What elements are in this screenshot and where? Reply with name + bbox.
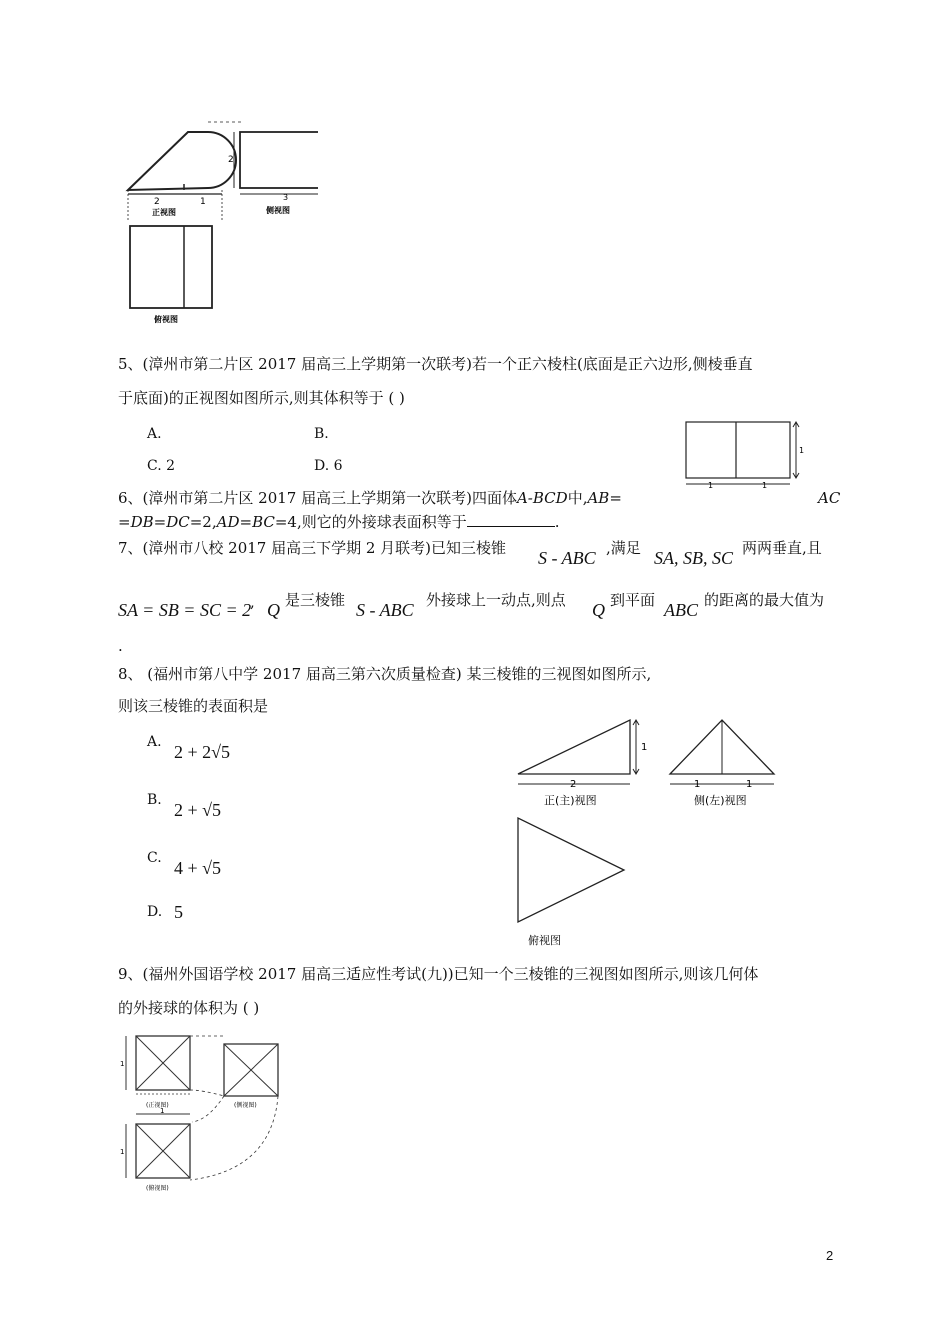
q7-line2-comma: , bbox=[250, 593, 255, 611]
q9-fig-dim-front: 1 bbox=[120, 1060, 125, 1068]
front-view-label: 正视图 bbox=[152, 208, 176, 217]
q5-option-b: B. bbox=[314, 426, 329, 442]
q7-line2-max: 的距离的最大值为 bbox=[704, 591, 825, 609]
q7-math-sabc2: S - ABC bbox=[356, 600, 414, 620]
q5-line1: 5、(漳州市第二片区 2017 届高三上学期第一次联考)若一个正六棱柱(底面是正六边形,侧棱垂直 bbox=[118, 355, 753, 373]
q5-line2: 于底面)的正视图如图所示,则其体积等于 ( ) bbox=[118, 389, 405, 407]
q6-ac: AC bbox=[818, 489, 841, 507]
front-view-shape bbox=[128, 132, 236, 190]
dim-right: 1 bbox=[200, 197, 206, 207]
q9-figure bbox=[112, 1030, 288, 1196]
q8-figure bbox=[510, 712, 820, 950]
side-view-shape bbox=[240, 132, 318, 188]
q8-option-d-label: D. bbox=[147, 904, 163, 920]
q7-line1-text: 7、(漳州市八校 2017 届高三下学期 2 月联考)已知三棱锥 bbox=[118, 539, 507, 557]
q8-option-c-value: 4 + √5 bbox=[174, 858, 222, 878]
q5-option-d: D. 6 bbox=[314, 458, 343, 474]
q5-option-c: C. 2 bbox=[147, 458, 176, 474]
q8-option-b-label: B. bbox=[147, 792, 162, 808]
q7-line2-ball: 外接球上一动点,则点 bbox=[426, 591, 566, 609]
q6-line2: =DB=DC=2,AD=BC=4,则它的外接球表面积等于 . bbox=[118, 513, 560, 531]
q8-front-label: 正(主)视图 bbox=[544, 794, 597, 807]
q7-math-q: Q bbox=[267, 600, 280, 620]
q8-option-a-value: 2 + 2√5 bbox=[174, 742, 231, 762]
q7-line1-satisfy: ,满足 bbox=[606, 539, 641, 557]
q7-math-abc: ABC bbox=[664, 600, 698, 620]
q9-fig-dim-width: 1 bbox=[160, 1107, 165, 1115]
q8-fig-dim-height: 1 bbox=[641, 742, 648, 753]
top-view-shape bbox=[130, 226, 212, 308]
q7-math-eq: SA = SB = SC = 2 bbox=[118, 600, 252, 620]
q8-option-b-value: 2 + √5 bbox=[174, 800, 222, 820]
q7-line3: . bbox=[118, 637, 123, 655]
q8-top-label: 俯视图 bbox=[528, 934, 561, 947]
q5-fig-dim-left: 1 bbox=[708, 481, 714, 490]
q8-fig-dim-side-right: 1 bbox=[746, 779, 753, 790]
q6-answer-blank bbox=[467, 512, 555, 527]
dim-left: 2 bbox=[154, 197, 160, 207]
q7-math-sasbsc: SA, SB, SC bbox=[654, 548, 733, 568]
side-view-label: 侧视图 bbox=[266, 206, 290, 215]
page-number: 2 bbox=[826, 1248, 834, 1263]
q5-fig-dim-right: 1 bbox=[762, 481, 768, 490]
q5-figure bbox=[678, 418, 808, 494]
q8-side-label: 侧(左)视图 bbox=[694, 794, 747, 807]
dim-height: 2 bbox=[228, 155, 234, 165]
q7-math-sabc: S - ABC bbox=[538, 548, 596, 568]
q8-option-d-value: 5 bbox=[174, 902, 183, 922]
q9-side-label: (侧视图) bbox=[234, 1102, 257, 1109]
q8-fig-dim-side-left: 1 bbox=[694, 779, 701, 790]
q5-fig-dim-height: 1 bbox=[799, 446, 805, 455]
top-view-label: 俯视图 bbox=[154, 315, 178, 324]
q8-line2: 则该三棱锥的表面积是 bbox=[118, 697, 269, 715]
dim-width: 3 bbox=[283, 193, 289, 202]
q9-line1: 9、(福州外国语学校 2017 届高三适应性考试(九))已知一个三棱锥的三视图如图所示,则该几何体 bbox=[118, 965, 759, 983]
q8-line1: 8、 (福州市第八中学 2017 届高三第六次质量检查) 某三棱锥的三视图如图所示, bbox=[118, 665, 652, 683]
q9-top-label: (俯视图) bbox=[146, 1185, 169, 1192]
q7-math-q2: Q bbox=[592, 600, 605, 620]
figure-three-views-top bbox=[118, 118, 318, 330]
q8-fig-dim-width: 2 bbox=[570, 779, 577, 790]
q7-line1-perp: 两两垂直,且 bbox=[742, 539, 822, 557]
q8-option-a-label: A. bbox=[147, 734, 162, 750]
q7-line2-is: 是三棱锥 bbox=[285, 591, 346, 609]
q9-front-label: (正视图) bbox=[146, 1102, 169, 1109]
q7-line2-plane: 到平面 bbox=[610, 591, 656, 609]
q6-line1: 6、(漳州市第二片区 2017 届高三上学期第一次联考)四面体A-BCD中,AB= bbox=[118, 489, 622, 507]
q9-fig-dim-top: 1 bbox=[120, 1148, 125, 1156]
q9-line2: 的外接球的体积为 ( ) bbox=[118, 999, 260, 1017]
q8-option-c-label: C. bbox=[147, 850, 162, 866]
q5-option-a: A. bbox=[147, 426, 162, 442]
